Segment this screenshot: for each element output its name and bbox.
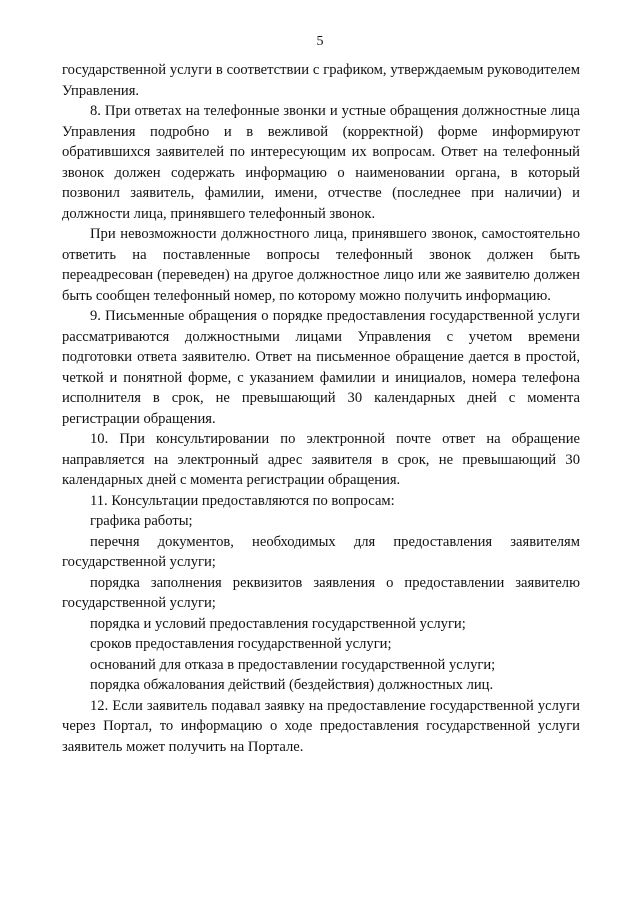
paragraph-item-10: 10. При консультировании по электронной почте ответ на обращение направляется на электронный адрес заявителя в срок, не превышающий 30 календарных дней с момента регистрации обращения. [62, 431, 580, 488]
paragraph-item-9: 9. Письменные обращения о порядке предоставления государственной услуги рассматриваются должностными лицами Управления с учетом времени подготовки ответа заявителю. Ответ на письменное обращение дается в простой, четкой и понятной форме, с указанием фамилии и инициалов, номера телефона исполнителя в срок, не превышающий 30 календарных дней с момента регистрации обращения. [62, 308, 580, 427]
paragraph-item-12: 12. Если заявитель подавал заявку на предоставление государственной услуги через Портал, то информацию о ходе предоставления государственной услуги заявитель может получить на Портале. [62, 697, 580, 755]
list-item-documents: перечня документов, необходимых для предоставления заявителям государственной услуги; [62, 533, 580, 570]
paragraph-redirect-call: При невозможности должностного лица, принявшего звонок, самостоятельно ответить на поставленные вопросы телефонный звонок должен быть переадресован (переведен) на другое должностное лицо или же заявителю должен быть сообщен телефонный номер, по которому можно получить информацию. [62, 226, 580, 304]
list-item-appeal: порядка обжалования действий (бездействия) должностных лиц. [90, 677, 494, 693]
list-item-deadlines: сроков предоставления государственной услуги; [90, 636, 392, 652]
document-body [62, 60, 580, 757]
list-item-conditions: порядка и условий предоставления государственной услуги; [90, 615, 466, 632]
page-number: 5 [316, 34, 324, 49]
paragraph-continuation: государственной услуги в соответствии с графиком, утверждаемым руководителем Управления. [62, 62, 580, 99]
paragraph-item-11: 11. Консультации предоставляются по вопросам: [90, 492, 395, 509]
list-item-form-filling: порядка заполнения реквизитов заявления о предоставлении заявителю государственной услуги; [62, 574, 580, 611]
list-item-refusal-grounds: оснований для отказа в предоставлении государственной услуги; [90, 656, 496, 673]
list-item-schedule: графика работы; [90, 513, 193, 529]
paragraph-item-8: 8. При ответах на телефонные звонки и устные обращения должностные лица Управления подробно и в вежливой (корректной) форме информируют обратившихся заявителей по интересующим их вопросам. Ответ на телефонный звонок должен содержать информацию о наименовании органа, в который позвонил заявитель, фамилии, имени, отчестве (последнее при наличии) и должности лица, принявшего телефонный звонок. [62, 103, 580, 222]
